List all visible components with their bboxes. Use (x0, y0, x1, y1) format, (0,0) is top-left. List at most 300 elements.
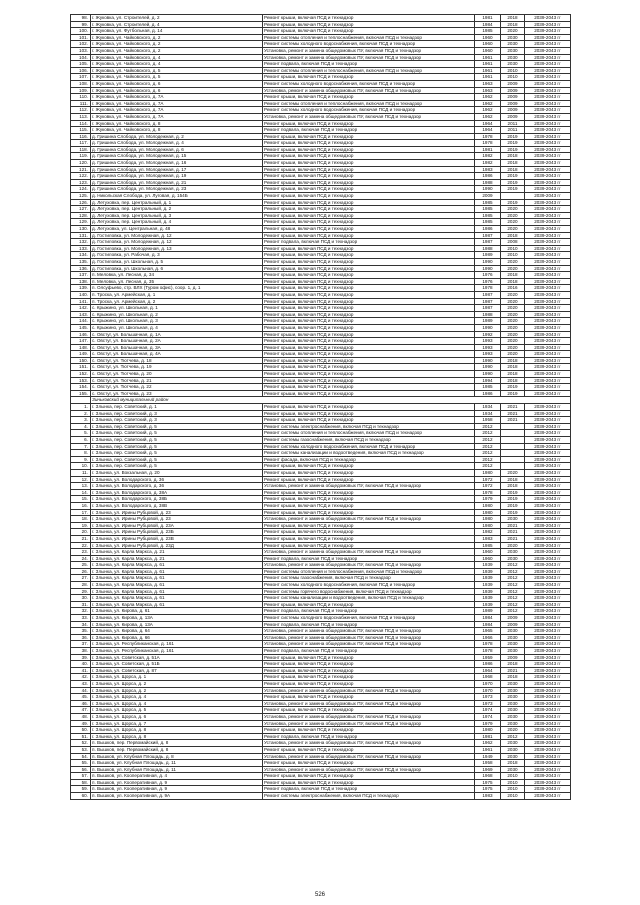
last-repair-cell: 2030 (501, 740, 525, 747)
row-number: 147. (71, 338, 91, 345)
last-repair-cell: 2019 (501, 133, 525, 140)
planned-period-cell: 2039-2043 гг (525, 80, 571, 87)
address-cell: г. Жуковка, ул. Чайковского, д. 4 (91, 54, 263, 61)
year-cell: 2012 (475, 463, 501, 470)
planned-period-cell: 2039-2043 гг (525, 469, 571, 476)
row-number: 17. (71, 509, 91, 516)
work-type-cell: Установка, ремонт и замена общедомовых ПУ, включая ПСД и технадзор (263, 87, 475, 94)
address-cell: с. Овстуг, ул. Тютчева, д. 23 (91, 390, 263, 397)
planned-period-cell: 2039-2043 гг (525, 476, 571, 483)
work-type-cell: Ремонт крыши, включая ПСД и технадзор (263, 535, 475, 542)
year-cell: 1989 (475, 608, 501, 615)
last-repair-cell: 2020 (501, 469, 525, 476)
planned-period-cell: 2039-2043 гг (525, 483, 571, 490)
planned-period-cell: 2039-2043 гг (525, 390, 571, 397)
last-repair-cell: 2030 (501, 680, 525, 687)
last-repair-cell: 2016 (501, 285, 525, 292)
address-cell: г. Злынка, ул. Володарского, д. 38В (91, 502, 263, 509)
last-repair-cell: 2012 (501, 595, 525, 602)
year-cell: 1987 (475, 232, 501, 239)
last-repair-cell: 2021 (501, 667, 525, 674)
work-type-cell: Установка, ремонт и замена общедомовых ПУ, включая ПСД и технадзор (263, 720, 475, 727)
work-type-cell: Ремонт крыши, включая ПСД и технадзор (263, 364, 475, 371)
planned-period-cell: 2039-2043 гг (525, 720, 571, 727)
work-type-cell: Ремонт крыши, включая ПСД и технадзор (263, 15, 475, 22)
year-cell: 1960 (475, 41, 501, 48)
year-cell: 1968 (475, 773, 501, 780)
row-number: 24. (71, 555, 91, 562)
last-repair-cell: 2010 (501, 773, 525, 780)
table-row (71, 674, 571, 681)
row-number: 123. (71, 179, 91, 186)
planned-period-cell: 2039-2043 гг (525, 331, 571, 338)
planned-period-cell: 2039-2043 гг (525, 311, 571, 318)
row-number: 6. (71, 437, 91, 444)
year-cell: 1949 (475, 753, 501, 760)
address-cell: г. Злынка, пер. Советский, д. 5 (91, 450, 263, 457)
work-type-cell: Ремонт крыши, включая ПСД и технадзор (263, 291, 475, 298)
table-row (71, 733, 571, 740)
year-cell: 1989 (475, 318, 501, 325)
row-number: 112. (71, 107, 91, 114)
last-repair-cell: 2018 (501, 476, 525, 483)
planned-period-cell: 2039-2043 гг (525, 54, 571, 61)
planned-period-cell: 2039-2043 гг (525, 74, 571, 81)
row-number: 127. (71, 206, 91, 213)
planned-period-cell: 2039-2043 гг (525, 67, 571, 74)
last-repair-cell: 2020 (501, 344, 525, 351)
table-row (71, 746, 571, 753)
planned-period-cell: 2039-2043 гг (525, 186, 571, 193)
year-cell: 1993 (475, 351, 501, 358)
work-type-cell: Ремонт крыши, включая ПСД и технадзор (263, 694, 475, 701)
last-repair-cell: 2009 (501, 621, 525, 628)
table-row (71, 773, 571, 780)
last-repair-cell: 2012 (501, 608, 525, 615)
year-cell: 1961 (475, 54, 501, 61)
planned-period-cell: 2039-2043 гг (525, 357, 571, 364)
table-row (71, 608, 571, 615)
year-cell: 1961 (475, 74, 501, 81)
work-type-cell: Ремонт крыши, включая ПСД и технадзор (263, 476, 475, 483)
last-repair-cell (501, 193, 525, 200)
table-row (71, 54, 571, 61)
last-repair-cell: 2030 (501, 555, 525, 562)
table-row (71, 377, 571, 384)
table-row (71, 252, 571, 259)
planned-period-cell: 2039-2043 гг (525, 324, 571, 331)
row-number: 34. (71, 621, 91, 628)
last-repair-cell: 2021 (501, 404, 525, 411)
table-row (71, 140, 571, 147)
table-row (71, 634, 571, 641)
address-cell: г. Злынка, ул. Щорса, д. 6 (91, 713, 263, 720)
address-cell: д. Гостиловка, ул. Молодежная, д. 12 (91, 239, 263, 246)
address-cell: д. Гришина Слобода, ул. Молодежная, д. 6 (91, 146, 263, 153)
address-cell: д. Гостиловка, ул. Школьная, д. 5 (91, 258, 263, 265)
row-number: 126. (71, 199, 91, 206)
table-row (71, 100, 571, 107)
year-cell: 1962 (475, 94, 501, 101)
work-type-cell: Ремонт крыши, включая ПСД и технадзор (263, 74, 475, 81)
address-cell: г. Злынка, ул. Щорса, д. 2 (91, 687, 263, 694)
address-cell: с. Овстуг, ул. Тютчева, д. 21 (91, 377, 263, 384)
row-number: 144. (71, 318, 91, 325)
last-repair-cell: 2020 (501, 324, 525, 331)
address-cell: п. Меловка, ул. Лесная, д. 34 (91, 272, 263, 279)
last-repair-cell: 2010 (501, 74, 525, 81)
planned-period-cell: 2039-2043 гг (525, 509, 571, 516)
last-repair-cell: 2010 (501, 786, 525, 793)
last-repair-cell: 2018 (501, 153, 525, 160)
row-number: 2. (71, 410, 91, 417)
address-cell: д. Летуховка, пер. Центральный, д. 2 (91, 206, 263, 213)
last-repair-cell (501, 463, 525, 470)
row-number: 1. (71, 404, 91, 411)
year-cell: 2012 (475, 456, 501, 463)
year-cell: 1965 (475, 628, 501, 635)
work-type-cell: Ремонт крыши, включая ПСД и технадзор (263, 390, 475, 397)
year-cell: 1962 (475, 113, 501, 120)
year-cell: 1980 (475, 502, 501, 509)
planned-period-cell: 2039-2043 гг (525, 443, 571, 450)
table-row (71, 595, 571, 602)
work-type-cell: Ремонт крыши, включая ПСД и технадзор (263, 384, 475, 391)
year-cell: 1982 (475, 153, 501, 160)
row-number: 104. (71, 54, 91, 61)
last-repair-cell: 2030 (501, 54, 525, 61)
table-row (71, 28, 571, 35)
address-cell: с. Крыжино, ул. Школьная, д. 3 (91, 318, 263, 325)
last-repair-cell: 2018 (501, 232, 525, 239)
row-number: 153. (71, 377, 91, 384)
row-number: 145. (71, 324, 91, 331)
planned-period-cell: 2039-2043 гг (525, 120, 571, 127)
address-cell: д. Гришина Слобода, ул. Молодежная, д. 4 (91, 140, 263, 147)
work-type-cell: Ремонт крыши, включая ПСД и технадзор (263, 166, 475, 173)
row-number: 45. (71, 694, 91, 701)
address-cell: с. Крыжино, ул. Школьная, д. 1 (91, 305, 263, 312)
planned-period-cell: 2039-2043 гг (525, 265, 571, 272)
year-cell: 1961 (475, 746, 501, 753)
work-type-cell: Ремонт крыши, включая ПСД и технадзор (263, 318, 475, 325)
document-page (70, 14, 570, 800)
work-type-cell: Ремонт крыши, включая ПСД и технадзор (263, 206, 475, 213)
table-row (71, 357, 571, 364)
row-number: 113. (71, 113, 91, 120)
row-number: 31. (71, 601, 91, 608)
planned-period-cell: 2039-2043 гг (525, 773, 571, 780)
year-cell: 1990 (475, 186, 501, 193)
year-cell: 1934 (475, 404, 501, 411)
year-cell: 1985 (475, 199, 501, 206)
year-cell: 1980 (475, 469, 501, 476)
last-repair-cell: 2019 (501, 179, 525, 186)
planned-period-cell: 2039-2043 гг (525, 377, 571, 384)
table-row (71, 489, 571, 496)
address-cell: д. Гостиловка, ул. Молодежная, д. 12 (91, 232, 263, 239)
work-type-cell: Ремонт крыши, включая ПСД и технадзор (263, 219, 475, 226)
table-row (71, 41, 571, 48)
work-type-cell: Ремонт крыши, включая ПСД и технадзор (263, 469, 475, 476)
row-number: 152. (71, 371, 91, 378)
last-repair-cell: 2009 (501, 80, 525, 87)
last-repair-cell: 2019 (501, 509, 525, 516)
work-type-cell: Ремонт системы отопления и теплоснабжения, включая ПСД и технадзор (263, 100, 475, 107)
last-repair-cell: 2018 (501, 160, 525, 167)
planned-period-cell: 2039-2043 гг (525, 542, 571, 549)
planned-period-cell: 2039-2043 гг (525, 371, 571, 378)
last-repair-cell: 2030 (501, 687, 525, 694)
table-row (71, 555, 571, 562)
year-cell: 1985 (475, 542, 501, 549)
work-type-cell: Ремонт системы отопления и теплоснабжения, включая ПСД и технадзор (263, 34, 475, 41)
row-number: 107. (71, 74, 91, 81)
table-row (71, 700, 571, 707)
address-cell: с. Овстуг, ул. Тютчева, д. 18 (91, 357, 263, 364)
year-cell: 1988 (475, 245, 501, 252)
planned-period-cell: 2039-2043 гг (525, 87, 571, 94)
table-row (71, 265, 571, 272)
planned-period-cell: 2039-2043 гг (525, 766, 571, 773)
work-type-cell: Установка, ремонт и замена общедомовых ПУ, включая ПСД и технадзор (263, 740, 475, 747)
section-spacer (71, 397, 91, 404)
work-type-cell: Ремонт крыши, включая ПСД и технадзор (263, 338, 475, 345)
table-row (71, 648, 571, 655)
work-type-cell: Ремонт крыши, включая ПСД и технадзор (263, 417, 475, 424)
work-type-cell: Ремонт фасада, включая ПСД и технадзор (263, 456, 475, 463)
work-type-cell: Ремонт системы канализации и водоотведения, включая ПСД и технадзор (263, 450, 475, 457)
table-row (71, 667, 571, 674)
section-row (71, 397, 571, 404)
last-repair-cell: 2030 (501, 713, 525, 720)
last-repair-cell: 2012 (501, 601, 525, 608)
last-repair-cell: 2012 (501, 733, 525, 740)
last-repair-cell: 2020 (501, 338, 525, 345)
row-number: 142. (71, 305, 91, 312)
planned-period-cell: 2039-2043 гг (525, 404, 571, 411)
address-cell: д. Никольская Слобода, ул. Луговая, д. 154Б (91, 193, 263, 200)
planned-period-cell: 2039-2043 гг (525, 450, 571, 457)
address-cell: с. Овстуг, ул. Большачная, д. 3А (91, 344, 263, 351)
year-cell: 1980 (475, 727, 501, 734)
row-number: 122. (71, 173, 91, 180)
table-row (71, 628, 571, 635)
row-number: 49. (71, 720, 91, 727)
row-number: 25. (71, 562, 91, 569)
address-cell: д. Гришина Слобода, ул. Молодежная, д. 21 (91, 179, 263, 186)
table-row (71, 509, 571, 516)
planned-period-cell: 2039-2043 гг (525, 555, 571, 562)
table-row (71, 522, 571, 529)
row-number: 40. (71, 661, 91, 668)
row-number: 99. (71, 21, 91, 28)
table-row (71, 47, 571, 54)
year-cell: 1978 (475, 648, 501, 655)
planned-period-cell: 2039-2043 гг (525, 258, 571, 265)
last-repair-cell: 2030 (501, 766, 525, 773)
address-cell: г. Злынка, ул. Щорса, д. 5 (91, 707, 263, 714)
work-type-cell: Ремонт системы холодного водоснабжения, включая ПСД и технадзор (263, 615, 475, 622)
year-cell: 1993 (475, 338, 501, 345)
year-cell: 1961 (475, 61, 501, 68)
table-row (71, 443, 571, 450)
year-cell: 1984 (475, 621, 501, 628)
planned-period-cell: 2039-2043 гг (525, 278, 571, 285)
last-repair-cell: 2019 (501, 186, 525, 193)
address-cell: г. Злынка, ул. Ирины Рубцовой, д. 23Б (91, 529, 263, 536)
table-row (71, 423, 571, 430)
last-repair-cell (501, 443, 525, 450)
planned-period-cell: 2039-2043 гг (525, 21, 571, 28)
year-cell: 1939 (475, 575, 501, 582)
planned-period-cell: 2039-2043 гг (525, 516, 571, 523)
last-repair-cell (501, 450, 525, 457)
address-cell: п. Троска, ул. Армейская, д. 2 (91, 298, 263, 305)
planned-period-cell: 2039-2043 гг (525, 239, 571, 246)
table-row (71, 549, 571, 556)
address-cell: д. Летуховка, пер. Центральный, д. 4 (91, 219, 263, 226)
table-row (71, 298, 571, 305)
work-type-cell: Ремонт крыши, включая ПСД и технадзор (263, 226, 475, 233)
planned-period-cell: 2039-2043 гг (525, 28, 571, 35)
table-row (71, 94, 571, 101)
planned-period-cell: 2039-2043 гг (525, 456, 571, 463)
work-type-cell: Ремонт крыши, включая ПСД и технадзор (263, 173, 475, 180)
planned-period-cell: 2039-2043 гг (525, 707, 571, 714)
table-row (71, 766, 571, 773)
work-type-cell: Ремонт крыши, включая ПСД и технадзор (263, 285, 475, 292)
address-cell: г. Злынка, ул. Щорса, д. 1 (91, 674, 263, 681)
last-repair-cell: 2009 (501, 615, 525, 622)
table-row (71, 15, 571, 22)
work-type-cell: Ремонт крыши, включая ПСД и технадзор (263, 94, 475, 101)
address-cell: г. Злынка, ул. Щорса, д. 4 (91, 694, 263, 701)
year-cell: 1939 (475, 601, 501, 608)
address-cell: д. Гришина Слобода, ул. Молодежная, д. 16 (91, 160, 263, 167)
planned-period-cell: 2039-2043 гг (525, 219, 571, 226)
last-repair-cell: 2018 (501, 21, 525, 28)
address-cell: с. Крыжино, ул. Школьная, д. 2 (91, 311, 263, 318)
planned-period-cell: 2039-2043 гг (525, 193, 571, 200)
address-cell: г. Жуковка, ул. Чайковского, д. 5 (91, 67, 263, 74)
table-row (71, 146, 571, 153)
last-repair-cell: 2030 (501, 628, 525, 635)
last-repair-cell: 2012 (501, 588, 525, 595)
row-number: 128. (71, 212, 91, 219)
last-repair-cell: 2019 (501, 489, 525, 496)
planned-period-cell: 2039-2043 гг (525, 41, 571, 48)
address-cell: п. Вышков, ул. Клубная Площадь, д. 11 (91, 760, 263, 767)
table-row (71, 661, 571, 668)
work-type-cell: Ремонт крыши, включая ПСД и технадзор (263, 773, 475, 780)
address-cell: г. Жуковка, ул. Чайковского, д. 7А (91, 107, 263, 114)
address-cell: г. Злынка, ул. Щорса, д. 8 (91, 727, 263, 734)
year-cell: 1992 (475, 331, 501, 338)
year-cell: 1960 (475, 34, 501, 41)
work-type-cell: Ремонт крыши, включая ПСД и технадзор (263, 179, 475, 186)
last-repair-cell: 2020 (501, 206, 525, 213)
last-repair-cell: 2020 (501, 351, 525, 358)
planned-period-cell: 2039-2043 гг (525, 661, 571, 668)
year-cell: 1976 (475, 278, 501, 285)
year-cell: 2012 (475, 423, 501, 430)
address-cell: г. Злынка, пер. Советский, д. 5 (91, 443, 263, 450)
row-number: 35. (71, 628, 91, 635)
row-number: 44. (71, 687, 91, 694)
address-cell: г. Злынка, ул. Кирова, д. 13А (91, 621, 263, 628)
address-cell: г. Злынка, ул. Кирова, д. 66 (91, 634, 263, 641)
row-number: 32. (71, 608, 91, 615)
address-cell: с. Овстуг, ул. Большачная, д. 1А (91, 331, 263, 338)
work-type-cell: Установка, ремонт и замена общедомовых ПУ, включая ПСД и технадзор (263, 562, 475, 569)
address-cell: п. Троска, ул. Армейская, д. 1 (91, 291, 263, 298)
planned-period-cell: 2039-2043 гг (525, 318, 571, 325)
planned-period-cell: 2039-2043 гг (525, 786, 571, 793)
table-row (71, 318, 571, 325)
address-cell: г. Жуковка, ул. Чайковского, д. 6 (91, 80, 263, 87)
address-cell: г. Жуковка, ул. Чайковского, д. 7А (91, 94, 263, 101)
last-repair-cell: 2020 (501, 226, 525, 233)
year-cell: 1970 (475, 680, 501, 687)
last-repair-cell: 2009 (501, 113, 525, 120)
work-type-cell: Ремонт системы газоснабжения, включая ПСД и технадзор (263, 437, 475, 444)
last-repair-cell: 2030 (501, 41, 525, 48)
work-type-cell: Ремонт системы газоснабжения, включая ПСД и технадзор (263, 575, 475, 582)
year-cell: 1974 (475, 707, 501, 714)
work-type-cell: Ремонт крыши, включая ПСД и технадзор (263, 522, 475, 529)
address-cell: г. Жуковка, ул. Чайковского, д. 4 (91, 61, 263, 68)
address-cell: г. Злынка, ул. Володарского, д. 36 (91, 476, 263, 483)
work-type-cell: Ремонт подвала, включая ПСД и технадзор (263, 555, 475, 562)
table-row (71, 450, 571, 457)
work-type-cell: Ремонт подвала, включая ПСД и технадзор (263, 61, 475, 68)
work-type-cell: Ремонт крыши, включая ПСД и технадзор (263, 252, 475, 259)
table-row (71, 21, 571, 28)
address-cell: д. Летуховка, пер. Центральный, д. 1 (91, 199, 263, 206)
address-cell: г. Злынка, ул. Кирова, д. 13А (91, 615, 263, 622)
address-cell: г. Злынка, пер. Советский, д. 5 (91, 463, 263, 470)
year-cell: 1987 (475, 239, 501, 246)
year-cell: 1989 (475, 252, 501, 259)
address-cell: д. Гостиловка, ул. Молодежная, д. 13 (91, 245, 263, 252)
last-repair-cell: 2030 (501, 753, 525, 760)
last-repair-cell: 2021 (501, 529, 525, 536)
planned-period-cell: 2039-2043 гг (525, 522, 571, 529)
table-row (71, 463, 571, 470)
address-cell: г. Злынка, ул. Ирины Рубцовой, д. 23А (91, 522, 263, 529)
work-type-cell: Ремонт крыши, включая ПСД и технадзор (263, 489, 475, 496)
last-repair-cell: 2019 (501, 384, 525, 391)
table-row (71, 291, 571, 298)
table-row (71, 206, 571, 213)
planned-period-cell: 2039-2043 гг (525, 410, 571, 417)
row-number: 58. (71, 779, 91, 786)
year-cell: 1978 (475, 285, 501, 292)
last-repair-cell: 2018 (501, 483, 525, 490)
row-number: 140. (71, 291, 91, 298)
work-type-cell: Ремонт крыши, включая ПСД и технадзор (263, 760, 475, 767)
row-number: 59. (71, 786, 91, 793)
year-cell: 2012 (475, 437, 501, 444)
work-type-cell: Ремонт крыши, включая ПСД и технадзор (263, 193, 475, 200)
year-cell: 1994 (475, 377, 501, 384)
table-row (71, 535, 571, 542)
work-type-cell: Ремонт крыши, включая ПСД и технадзор (263, 331, 475, 338)
table-row (71, 245, 571, 252)
table-row (71, 87, 571, 94)
row-number: 150. (71, 357, 91, 364)
